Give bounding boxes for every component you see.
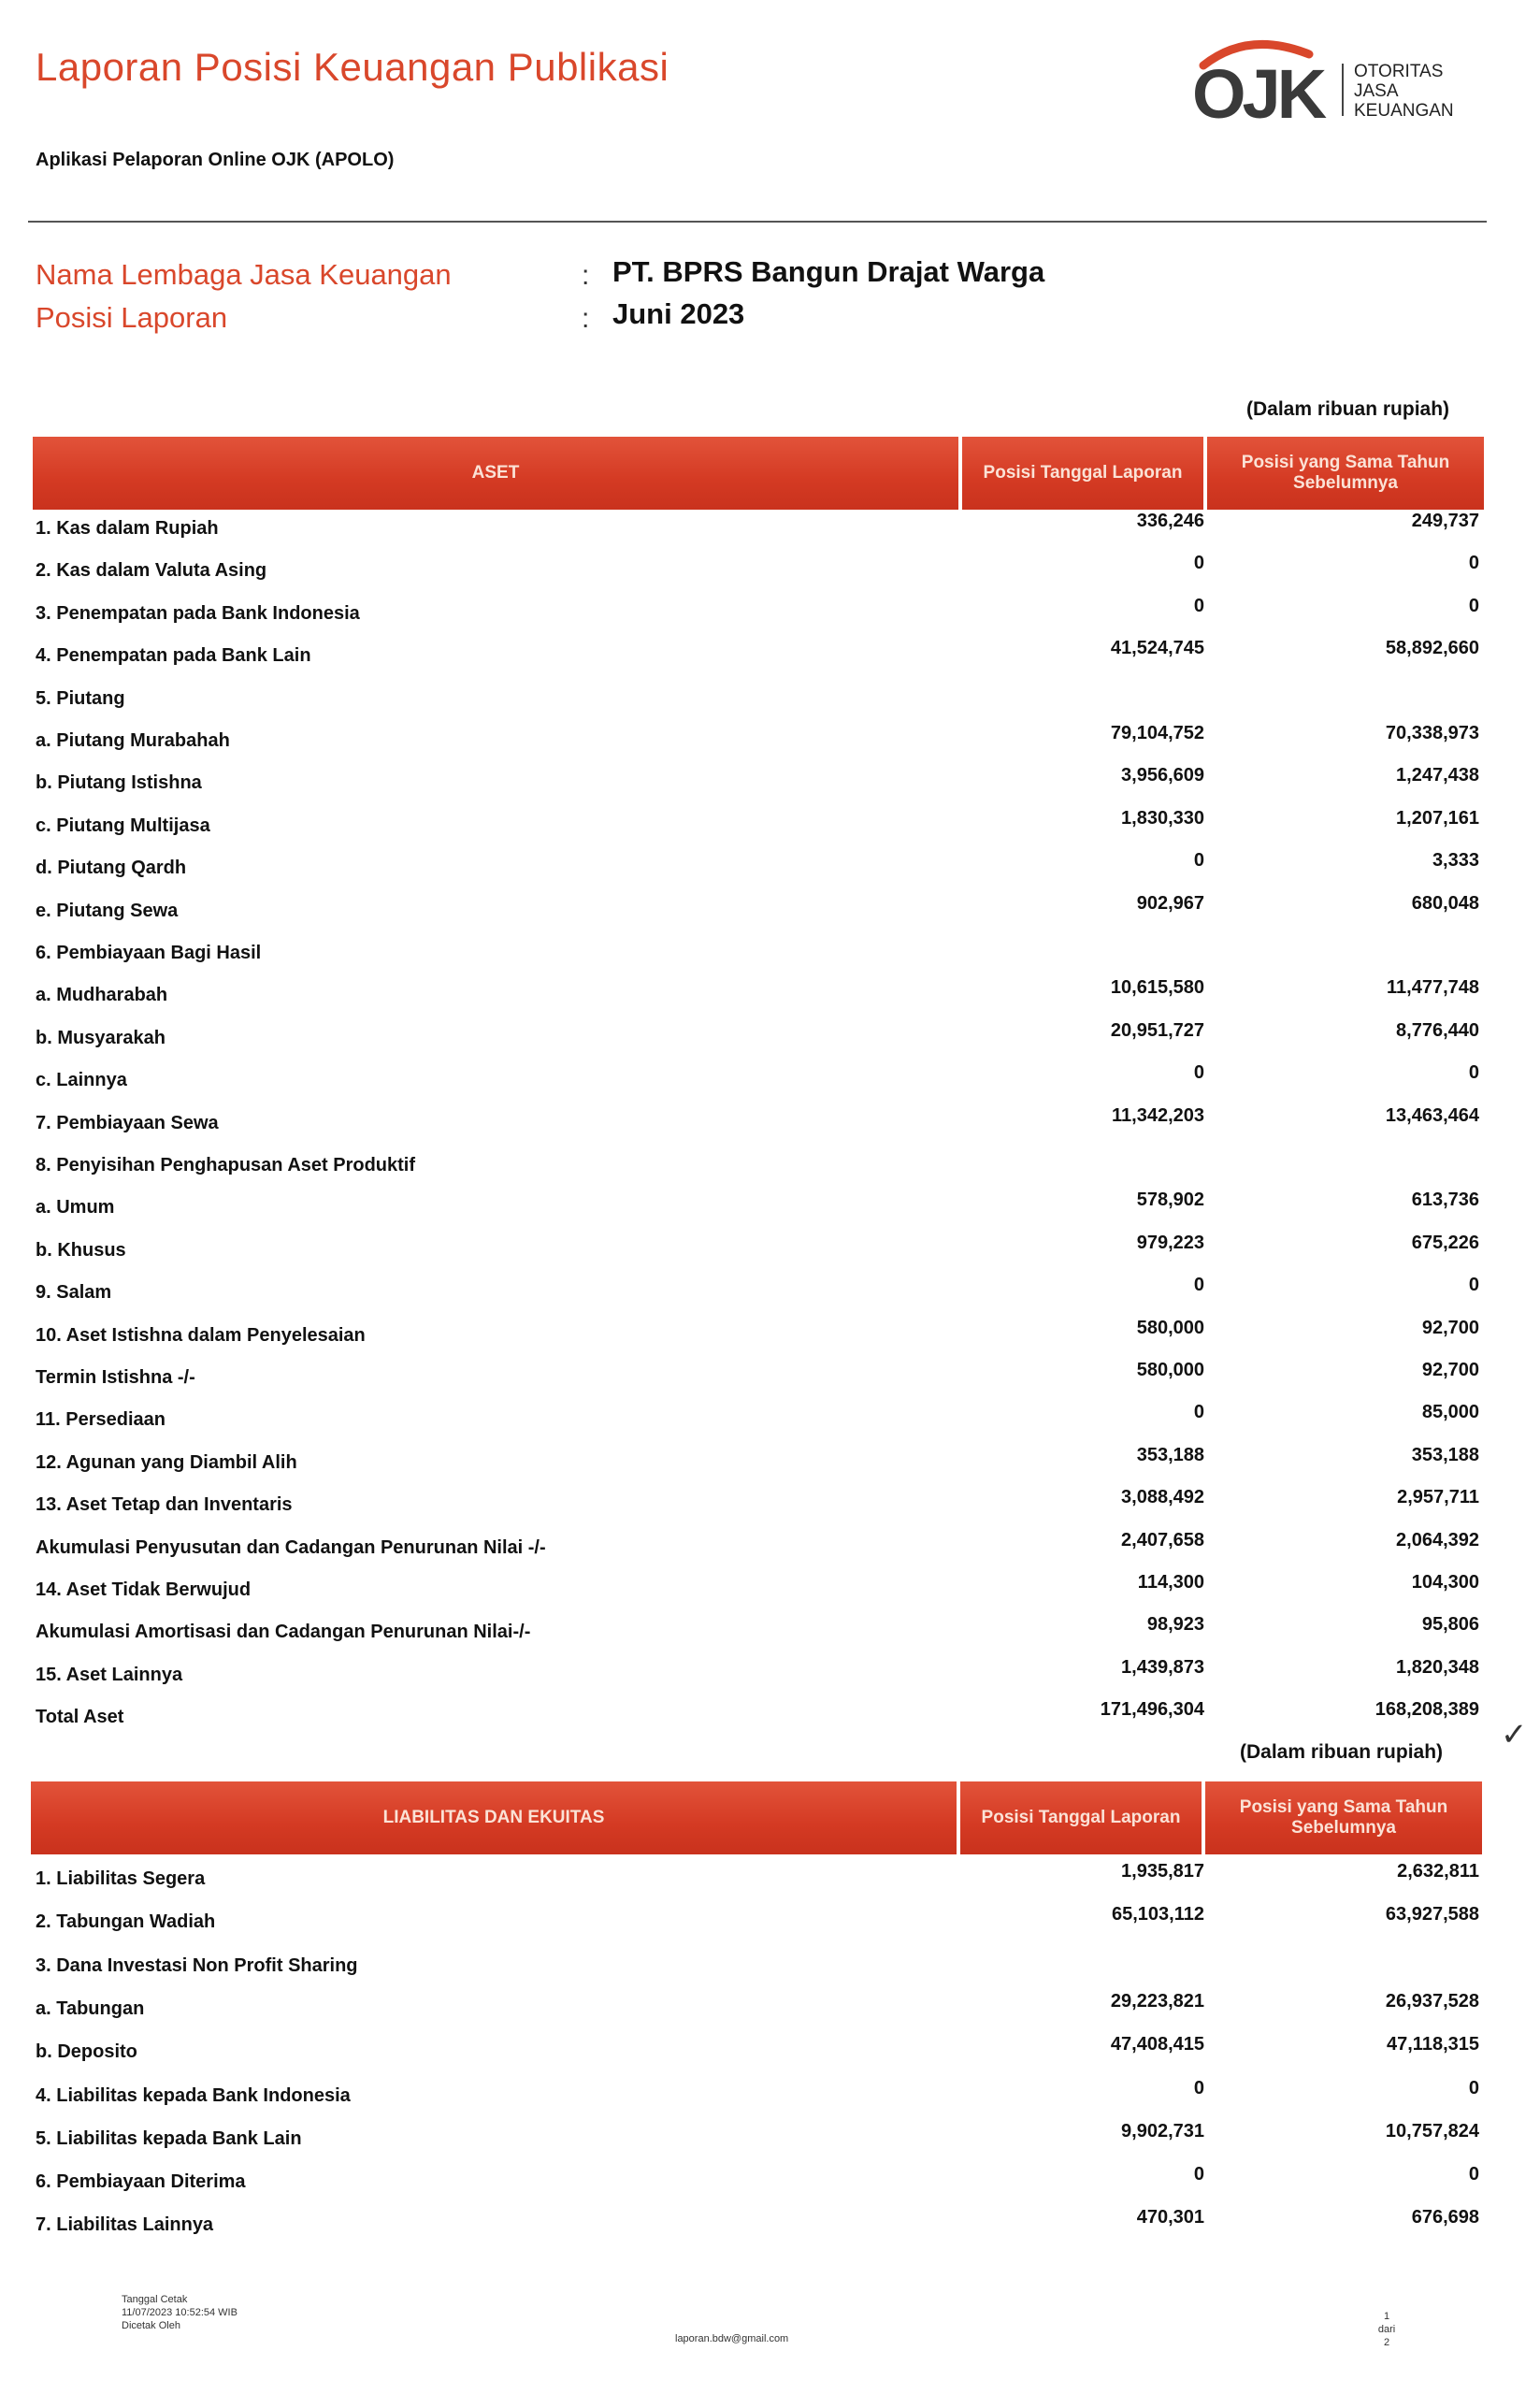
logo-line-3: KEUANGAN — [1354, 101, 1454, 121]
row-label: 10. Aset Istishna dalam Penyelesaian — [36, 1324, 366, 1346]
row-value-previous: 13,463,464 — [1385, 1104, 1479, 1126]
row-value-previous: 680,048 — [1411, 892, 1479, 914]
page-indicator — [1373, 2310, 1401, 2349]
row-value-previous: 10,757,824 — [1385, 2120, 1479, 2142]
row-value-current: 580,000 — [1136, 1360, 1204, 1380]
row-value-current: 41,524,745 — [1110, 638, 1204, 659]
row-value-current: 11,342,203 — [1112, 1104, 1204, 1126]
row-value-current: 0 — [1193, 2164, 1204, 2185]
row-value-current: 3,088,492 — [1121, 1487, 1204, 1508]
row-label: d. Piutang Qardh — [36, 858, 187, 879]
row-value-previous: 353,188 — [1411, 1444, 1479, 1465]
row-value-previous: 85,000 — [1421, 1402, 1479, 1423]
assets-col-current: Posisi Tanggal Laporan — [962, 437, 1203, 510]
row-value-current: 578,902 — [1136, 1190, 1204, 1211]
row-label: Total Aset — [36, 1707, 124, 1728]
row-label: 4. Liabilitas kepada Bank Indonesia — [36, 2084, 351, 2106]
row-value-previous: 92,700 — [1421, 1317, 1479, 1338]
header-divider — [28, 221, 1487, 223]
row-label: 4. Penempatan pada Bank Lain — [36, 645, 311, 667]
ojk-logo — [1192, 37, 1501, 122]
page-of: dari — [1377, 2324, 1396, 2335]
row-value-previous: 249,737 — [1411, 511, 1479, 531]
institution-label: Nama Lembaga Jasa Keuangan — [36, 258, 452, 291]
page-current: 1 — [1383, 2311, 1390, 2322]
row-label: 11. Persediaan — [36, 1409, 166, 1431]
row-value-previous: 104,300 — [1411, 1572, 1479, 1593]
liabilities-col-main: LIABILITAS DAN EKUITAS — [31, 1781, 957, 1854]
row-label: a. Umum — [36, 1197, 115, 1219]
row-value-current: 171,496,304 — [1100, 1699, 1204, 1721]
row-label: b. Khusus — [36, 1239, 126, 1261]
institution-colon: : — [582, 260, 590, 291]
row-value-current: 0 — [1193, 1062, 1204, 1084]
row-label: 2. Tabungan Wadiah — [36, 1911, 216, 1933]
period-label: Posisi Laporan — [36, 301, 228, 334]
row-value-current: 1,830,330 — [1121, 807, 1204, 829]
row-value-previous: 0 — [1468, 553, 1479, 574]
row-label: 5. Piutang — [36, 687, 125, 709]
assets-unit-note: (Dalam ribuan rupiah) — [1246, 398, 1450, 420]
row-label: 3. Dana Investasi Non Profit Sharing — [36, 1954, 358, 1976]
row-label: 7. Liabilitas Lainnya — [36, 2214, 214, 2236]
assets-col-previous: Posisi yang Sama Tahun Sebelumnya — [1207, 437, 1484, 510]
row-value-current: 1,439,873 — [1121, 1656, 1204, 1678]
row-value-previous: 47,118,315 — [1387, 2034, 1479, 2055]
row-value-previous: 675,226 — [1411, 1232, 1479, 1253]
row-label: 2. Kas dalam Valuta Asing — [36, 560, 267, 582]
logo-line-1: OTORITAS — [1354, 62, 1444, 81]
row-label: b. Deposito — [36, 2041, 137, 2063]
print-date-label: Tanggal Cetak — [122, 2294, 188, 2305]
row-value-current: 114,300 — [1137, 1572, 1204, 1593]
row-label: 9. Salam — [36, 1282, 112, 1304]
footer-email: laporan.bdw@gmail.com — [675, 2333, 789, 2344]
app-name: Aplikasi Pelaporan Online OJK (APOLO) — [36, 150, 395, 170]
row-value-previous: 0 — [1468, 2164, 1479, 2185]
row-label: Akumulasi Amortisasi dan Cadangan Penurunan Nilai-/- — [36, 1622, 531, 1643]
row-value-current: 20,951,727 — [1110, 1019, 1204, 1041]
row-label: b. Piutang Istishna — [36, 772, 202, 794]
row-label: a. Mudharabah — [36, 985, 168, 1006]
row-value-current: 10,615,580 — [1110, 977, 1204, 999]
page-total: 2 — [1383, 2337, 1390, 2348]
row-value-previous: 0 — [1468, 1062, 1479, 1084]
row-value-previous: 676,698 — [1411, 2207, 1479, 2228]
row-label: Akumulasi Penyusutan dan Cadangan Penurunan Nilai -/- — [36, 1536, 546, 1558]
institution-value: PT. BPRS Bangun Drajat Warga — [612, 255, 1045, 288]
row-label: 8. Penyisihan Penghapusan Aset Produktif — [36, 1155, 416, 1175]
logo-text — [1354, 62, 1454, 121]
row-value-previous: 613,736 — [1411, 1190, 1479, 1211]
row-label: 3. Penempatan pada Bank Indonesia — [36, 602, 360, 624]
row-label: c. Lainnya — [36, 1070, 127, 1091]
row-value-previous: 95,806 — [1421, 1614, 1479, 1636]
row-value-current: 3,956,609 — [1121, 765, 1204, 786]
row-value-previous: 63,927,588 — [1385, 1904, 1479, 1925]
row-value-current: 353,188 — [1136, 1444, 1204, 1465]
row-value-previous: 70,338,973 — [1385, 723, 1479, 743]
row-value-previous: 168,208,389 — [1374, 1699, 1479, 1721]
row-value-current: 98,923 — [1146, 1614, 1204, 1636]
row-value-previous: 0 — [1468, 1275, 1479, 1296]
footer-print-info — [122, 2293, 237, 2332]
row-value-previous: 2,957,711 — [1397, 1487, 1479, 1508]
liabilities-table-header — [31, 1781, 1482, 1854]
row-label: 13. Aset Tetap dan Inventaris — [36, 1494, 293, 1516]
row-value-previous: 11,477,748 — [1387, 977, 1479, 999]
row-label: b. Musyarakah — [36, 1027, 166, 1048]
period-value: Juni 2023 — [612, 297, 745, 330]
row-value-current: 0 — [1193, 1402, 1204, 1423]
printed-by-label: Dicetak Oleh — [122, 2320, 180, 2331]
row-value-previous: 2,632,811 — [1397, 1861, 1479, 1882]
row-value-current: 0 — [1193, 850, 1204, 872]
row-label: 7. Pembiayaan Sewa — [36, 1112, 219, 1133]
liabilities-col-previous: Posisi yang Sama Tahun Sebelumnya — [1205, 1781, 1482, 1854]
row-value-previous: 1,207,161 — [1396, 807, 1479, 829]
row-value-previous: 58,892,660 — [1385, 638, 1479, 659]
row-value-current: 2,407,658 — [1121, 1529, 1204, 1550]
row-label: 1. Liabilitas Segera — [36, 1868, 206, 1889]
row-value-current: 470,301 — [1136, 2207, 1204, 2228]
row-label: a. Piutang Murabahah — [36, 730, 230, 751]
row-value-current: 979,223 — [1136, 1232, 1204, 1253]
logo-line-2: JASA — [1354, 81, 1399, 101]
row-value-current: 0 — [1193, 1275, 1204, 1296]
row-value-current: 65,103,112 — [1112, 1904, 1204, 1925]
row-label: 6. Pembiayaan Bagi Hasil — [36, 943, 262, 963]
row-label: e. Piutang Sewa — [36, 900, 179, 921]
checkmark-icon: ✓ — [1501, 1717, 1528, 1752]
period-colon: : — [582, 303, 590, 334]
row-value-current: 0 — [1193, 595, 1204, 616]
assets-table-header — [33, 437, 1484, 510]
row-label: 5. Liabilitas kepada Bank Lain — [36, 2127, 302, 2149]
row-value-current: 336,246 — [1136, 511, 1204, 531]
row-value-current: 47,408,415 — [1110, 2034, 1204, 2055]
row-value-current: 1,935,817 — [1121, 1861, 1204, 1882]
row-value-current: 79,104,752 — [1110, 723, 1204, 743]
row-value-previous: 2,064,392 — [1396, 1529, 1479, 1550]
logo-mark: OJK — [1192, 55, 1324, 122]
row-label: 15. Aset Lainnya — [36, 1664, 183, 1685]
row-label: 12. Agunan yang Diambil Alih — [36, 1451, 297, 1473]
row-value-previous: 1,820,348 — [1396, 1656, 1479, 1678]
row-value-current: 0 — [1193, 2077, 1204, 2098]
row-label: 14. Aset Tidak Berwujud — [36, 1579, 252, 1600]
row-value-previous: 8,776,440 — [1396, 1019, 1479, 1041]
row-value-current: 29,223,821 — [1110, 1990, 1204, 2012]
row-value-previous: 0 — [1468, 595, 1479, 616]
liabilities-col-current: Posisi Tanggal Laporan — [960, 1781, 1202, 1854]
row-value-current: 580,000 — [1136, 1317, 1204, 1338]
row-label: 6. Pembiayaan Diterima — [36, 2171, 246, 2193]
print-date-value: 11/07/2023 10:52:54 WIB — [122, 2307, 237, 2318]
row-label: 1. Kas dalam Rupiah — [36, 518, 219, 539]
row-value-previous: 92,700 — [1421, 1360, 1479, 1380]
row-value-current: 902,967 — [1136, 892, 1204, 914]
row-value-previous: 0 — [1468, 2077, 1479, 2098]
row-label: Termin Istishna -/- — [36, 1367, 195, 1388]
row-value-current: 9,902,731 — [1121, 2120, 1204, 2142]
liabilities-unit-note: (Dalam ribuan rupiah) — [1240, 1741, 1444, 1763]
report-title: Laporan Posisi Keuangan Publikasi — [36, 45, 669, 89]
row-value-previous: 3,333 — [1432, 850, 1479, 872]
row-value-previous: 26,937,528 — [1385, 1990, 1479, 2012]
row-value-previous: 1,247,438 — [1396, 765, 1479, 786]
row-label: a. Tabungan — [36, 1997, 145, 2019]
assets-col-main: ASET — [33, 437, 958, 510]
row-label: c. Piutang Multijasa — [36, 815, 210, 836]
row-value-current: 0 — [1193, 553, 1204, 574]
